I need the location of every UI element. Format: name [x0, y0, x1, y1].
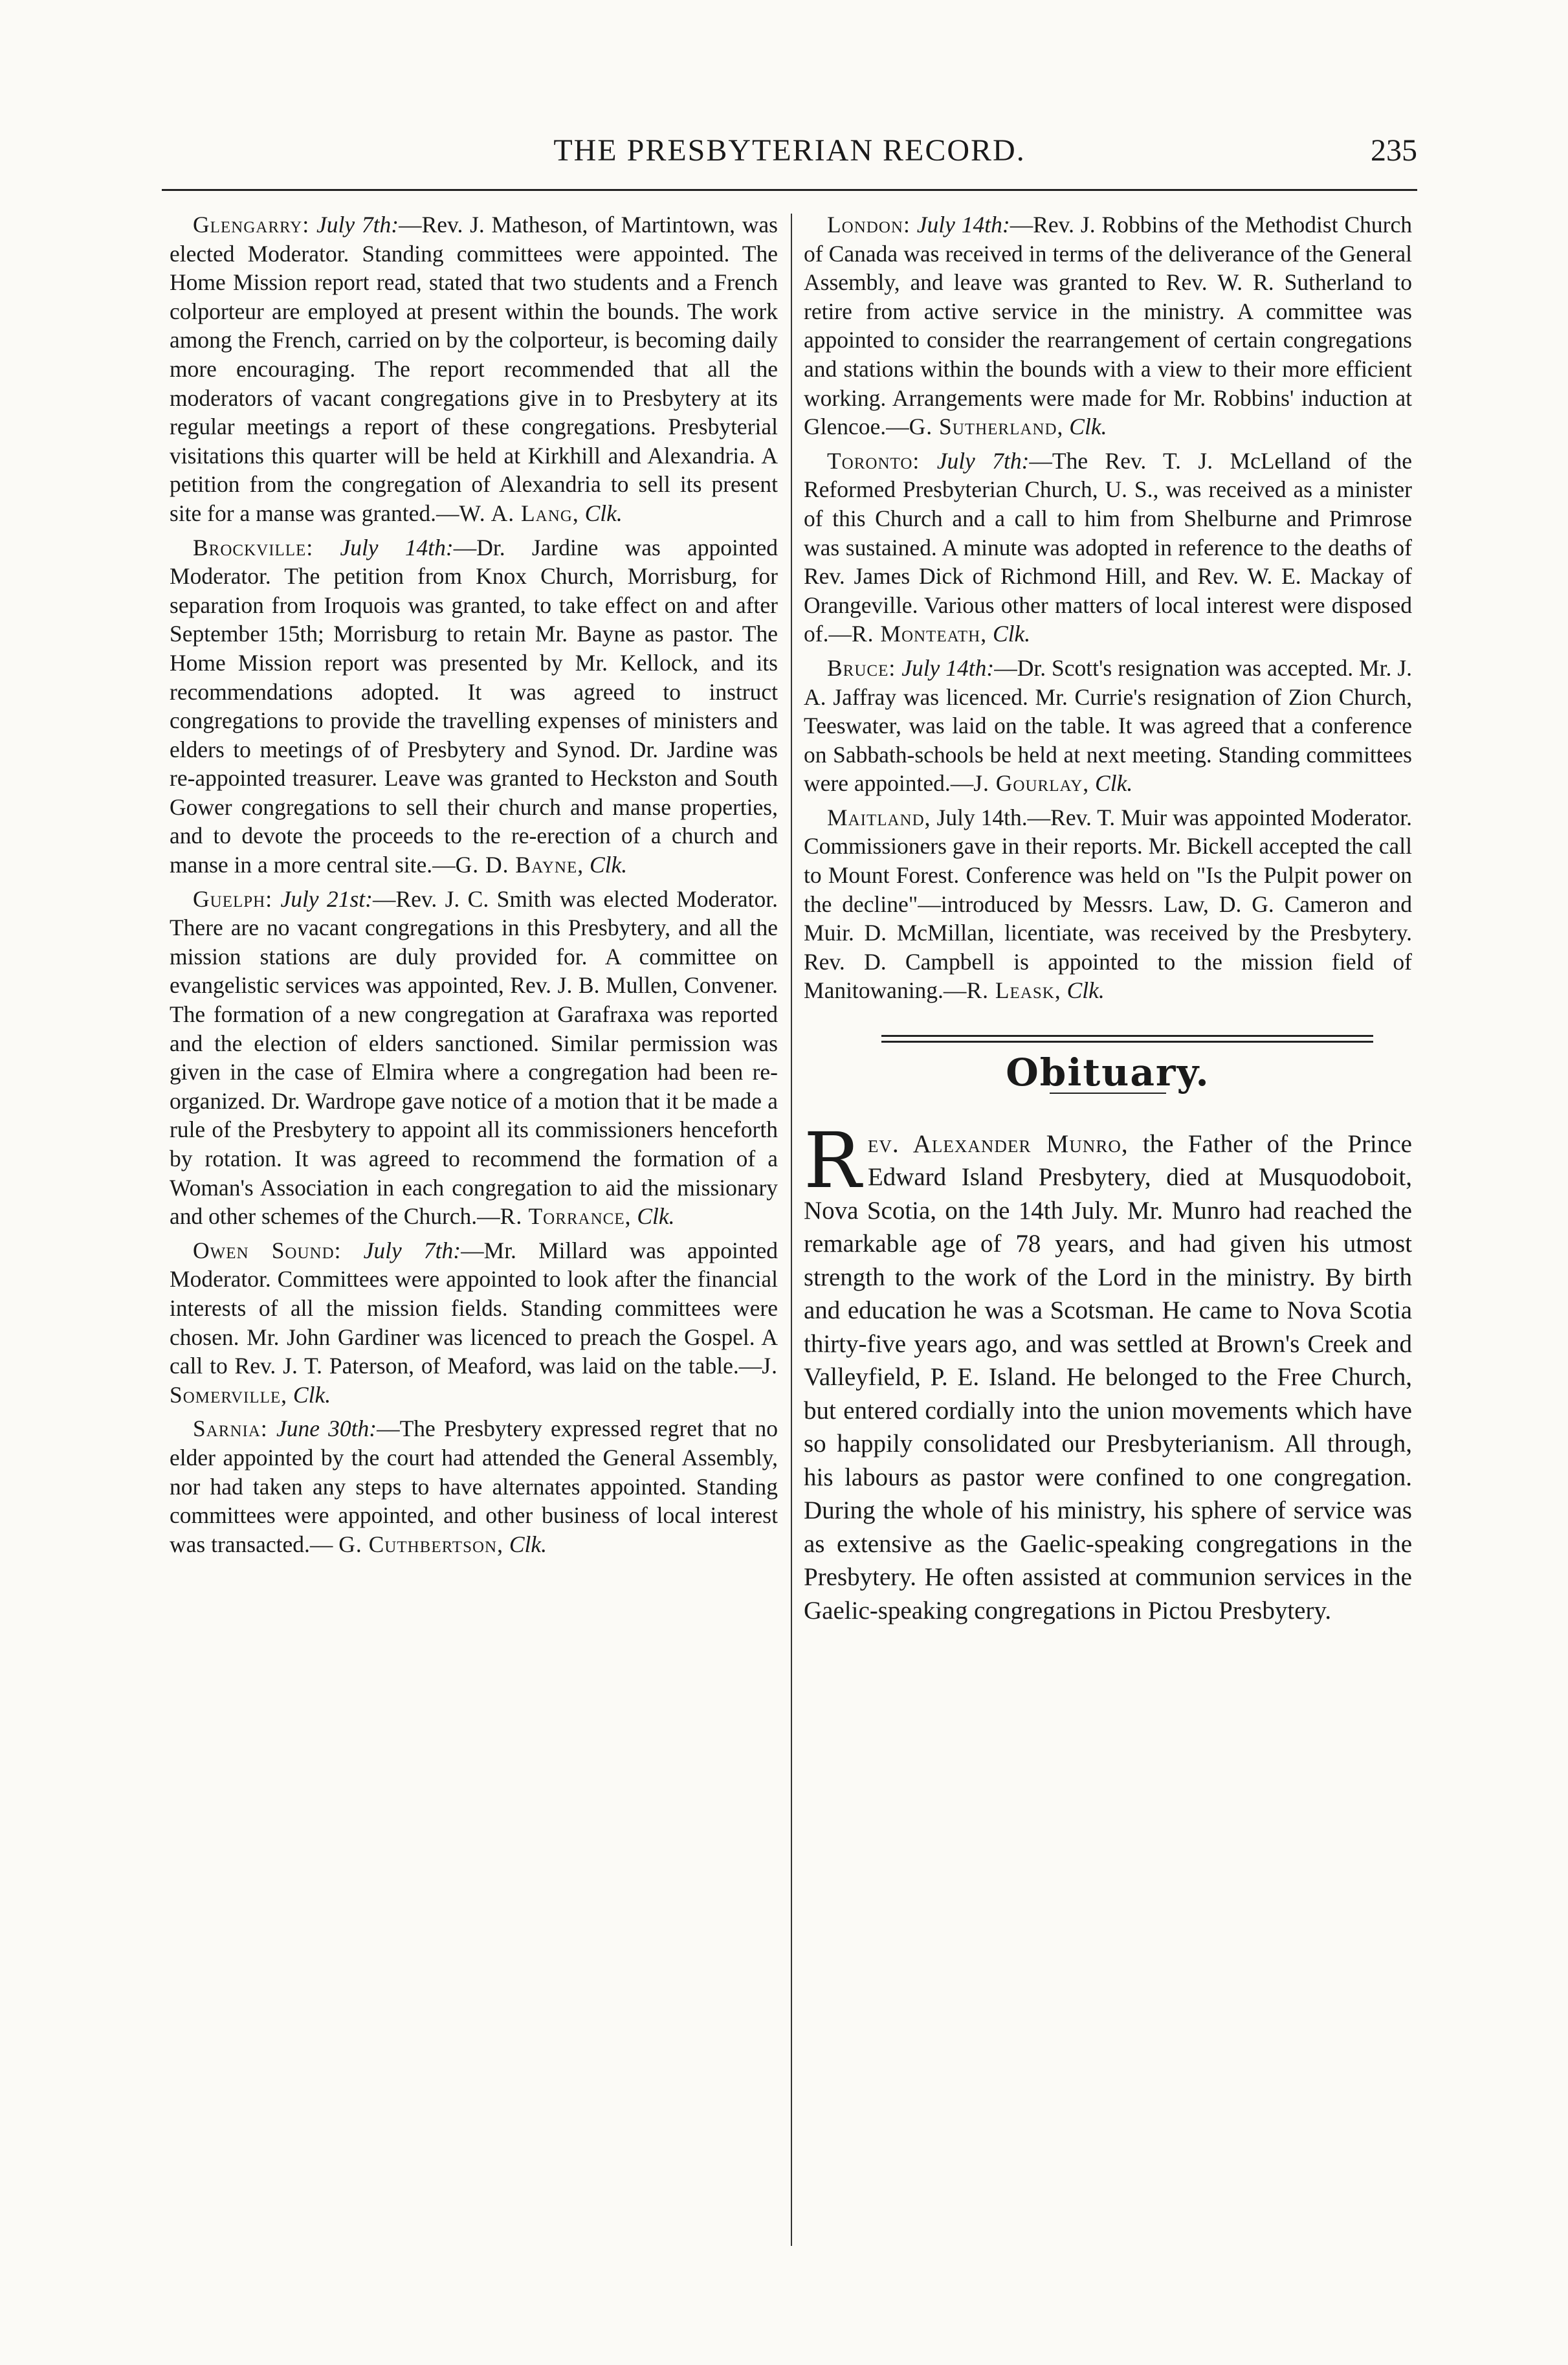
- obituary-body: the Father of the Prince Edward Island Presbytery, died at Musquodoboit, Nova Scotia, on the 14th July. Mr. Munro had reached the remarkable age of 78 years, and had given his utmost strength to the work of the Lord in the ministry. By birth and education he was a Scotsman. He came to Nova Scotia thirty-five years ago, and was settled at Brown's Creek and Valleyfield, P. E. Island. He belonged to the Free Church, but entered cordially into the union movements which have so happily consolidated our Presbyterianism. All through, his labours as pastor were confined to one congregation. During the whole of his ministry, his sphere of service was as extensive as the Gaelic-speaking congregations in the Presbytery. He often assisted at communion services in the Gaelic-speaking congregations in Pictou Presbytery.: [804, 1129, 1412, 1625]
- meeting-date: July 14th:: [916, 212, 1010, 238]
- obituary-text: [804, 1115, 1412, 1628]
- clerk-abbrev: Clk.: [589, 852, 628, 878]
- clerk-signature: G. D. Bayne,: [455, 852, 584, 878]
- meeting-date: July 7th:: [936, 447, 1030, 474]
- presbytery-name: Brockville:: [193, 534, 314, 561]
- clerk-abbrev: Clk.: [1066, 977, 1105, 1004]
- drop-cap: R: [804, 1115, 861, 1205]
- report-text: —Dr. Scott's resignation was accepted. Mr. J. A. Jaffray was licenced. Mr. Currie's resignation of Zion Church, Teeswater, was laid on the table. It was agreed that a conference on Sabbath-schools be held at next meeting. Standing committees were appointed.—: [804, 654, 1413, 797]
- clerk-abbrev: Clk.: [992, 621, 1031, 647]
- report-brockville: [170, 533, 778, 880]
- meeting-date: July 21st:: [280, 885, 373, 912]
- clerk-signature: R. Torrance,: [500, 1203, 632, 1230]
- page-number: 235: [1371, 133, 1417, 168]
- clerk-abbrev: Clk.: [584, 500, 623, 526]
- report-toronto: [804, 447, 1412, 649]
- header-rule: [162, 189, 1417, 191]
- presbytery-name: Sarnia:: [193, 1416, 268, 1442]
- presbytery-name: London:: [827, 212, 911, 238]
- column-divider: [791, 214, 792, 2246]
- left-column: [170, 210, 778, 1564]
- report-owen-sound: [170, 1236, 778, 1410]
- presbytery-name: Maitland,: [827, 804, 931, 830]
- report-guelph: [170, 885, 778, 1231]
- report-sarnia: Sarnia: June 30th:—The Presbytery expressed regret that no elder appointed by the court had attended the General Assembly, nor had taken any steps to have alternates appointed. Standing committees were appointed, and other business of local interest was transacted.— G. Cuthbertson, Clk.: [170, 1416, 778, 1557]
- meeting-date: July 14th.: [936, 804, 1028, 830]
- clerk-abbrev: Clk.: [509, 1531, 547, 1557]
- obituary-rules: [881, 1035, 1373, 1043]
- presbytery-name: Bruce:: [827, 654, 896, 681]
- obituary-lead: ev. Alexander Munro,: [867, 1129, 1129, 1158]
- clerk-signature: R. Leask,: [966, 977, 1061, 1004]
- clerk-signature: J. Gourlay,: [973, 770, 1090, 797]
- report-text: —Rev. J. Matheson, of Martintown, was elected Moderator. Standing committees were appointed. The Home Mission report read, stated that two students and a French colporteur are employed at present within the bounds. The work among the French, carried on by the colporteur, is becoming daily more encouraging. The report recommended that all the moderators of vacant congregations give in to Presbytery at its regular meetings a report of these congregations. Presbyterial visitations this quarter will be held at Kirkhill and Alexandria. A petition from the congregation of Alexandria to sell its present site for a manse was granted.—: [170, 212, 778, 526]
- report-text: —Rev. J. Robbins of the Methodist Church of Canada was received in terms of the deliverance of the General Assembly, and leave was granted to Rev. W. R. Sutherland to retire from active service in the ministry. A committee was appointed to consider the rearrangement of certain congregations and stations within the bounds with a view to their more efficient working. Arrangements were made for Mr. Robbins' induction at Glencoe.—: [804, 212, 1412, 440]
- report-bruce: [804, 654, 1412, 798]
- clerk-signature: R. Monteath,: [851, 621, 988, 647]
- meeting-date: July 7th:: [316, 212, 399, 238]
- report-london: [804, 210, 1412, 441]
- right-column: [804, 210, 1412, 1632]
- meeting-date: July 7th:: [363, 1237, 461, 1263]
- clerk-signature: W. A. Lang,: [459, 500, 579, 526]
- clerk-abbrev: Clk.: [637, 1203, 675, 1230]
- meeting-date: July 14th:: [340, 534, 454, 561]
- report-text: —Mr. Millard was appointed Moderator. Committees were appointed to look after the financial interests of all the mission fields. Standing committees were chosen. Mr. John Gardiner was licenced to preach the Gospel. A call to Rev. J. T. Paterson, of Meaford, was laid on the table.—: [170, 1237, 778, 1379]
- presbytery-name: Glengarry:: [193, 212, 310, 238]
- report-maitland: [804, 803, 1412, 1005]
- presbytery-name: Guelph:: [193, 885, 273, 912]
- page-header: [162, 129, 1417, 175]
- report-glengarry: [170, 210, 778, 528]
- report-text: —The Presbytery expressed regret that no elder appointed by the court had attended the General Assembly, nor had taken any steps to have alternates appointed. Standing committees were appointed, and other business of local interest was transacted.: [170, 1416, 778, 1557]
- obituary-heading: Obituary.: [1006, 1050, 1210, 1095]
- clerk-abbrev: Clk.: [1095, 770, 1133, 797]
- clerk-signature: G. Cuthbertson,: [338, 1531, 503, 1557]
- running-title: THE PRESBYTERIAN RECORD.: [553, 133, 1026, 168]
- clerk-abbrev: Clk.: [293, 1381, 331, 1408]
- report-text: —Rev. J. C. Smith was elected Moderator. There are no vacant congregations in this Presbytery, and all the mission stations are duly provided for. A committee on evangelistic services was appointed, Rev. J. B. Mullen, Convener. The formation of a new congregation at Garafraxa was reported and the election of elders sanctioned. Similar permission was given in the case of Elmira where a congregation had been re-organized. Dr. Wardrope gave notice of a motion that it be made a rule of the Presbytery to appoint all its commissioners henceforth by rotation. It was agreed to recommend the formation of a Woman's Association in each congregation to aid the missionary and other schemes of the Church.—: [170, 885, 778, 1230]
- clerk-signature: J. Somerville,: [170, 1353, 778, 1408]
- presbytery-name: Owen Sound:: [193, 1237, 342, 1263]
- presbytery-name: Toronto:: [827, 447, 920, 474]
- report-text: —Rev. T. Muir was appointed Moderator. Commissioners gave in their reports. Mr. Bickell accepted the call to Mount Forest. Conference was held on "Is the Pulpit power on the decline"—introduced by Messrs. Law, D. G. Cameron and Muir. D. McMillan, licentiate, was received by the Presbytery. Rev. D. Campbell is appointed to the mission field of Manitowaning.—: [804, 804, 1412, 1004]
- report-text: —Dr. Jardine was appointed Moderator. The petition from Knox Church, Morrisburg, for separation from Iroquois was granted, to take effect on and after September 15th; Morrisburg to retain Mr. Bayne as pastor. The Home Mission report was presented by Mr. Kellock, and its recommendations adopted. It was agreed to instruct congregations to provide the travelling expenses of ministers and elders to meetings of of Presbytery and Synod. Dr. Jardine was re-appointed treasurer. Leave was granted to Heckston and South Gower congregations to sell their church and manse properties, and to devote the proceeds to the re-erection of a church and manse in a more central site.—: [170, 534, 778, 878]
- report-text: —The Rev. T. J. McLelland of the Reformed Presbyterian Church, U. S., was received as a minister of this Church and a call to him from Shelburne and Primrose was sustained. A minute was adopted in reference to the deaths of Rev. James Dick of Richmond Hill, and Rev. W. E. Mackay of Orangeville. Various other matters of local interest were disposed of.—: [804, 447, 1413, 647]
- clerk-abbrev: Clk.: [1069, 414, 1107, 440]
- clerk-signature: G. Sutherland,: [909, 414, 1064, 440]
- meeting-date: July 14th:: [901, 654, 995, 681]
- meeting-date: June 30th:: [276, 1416, 377, 1442]
